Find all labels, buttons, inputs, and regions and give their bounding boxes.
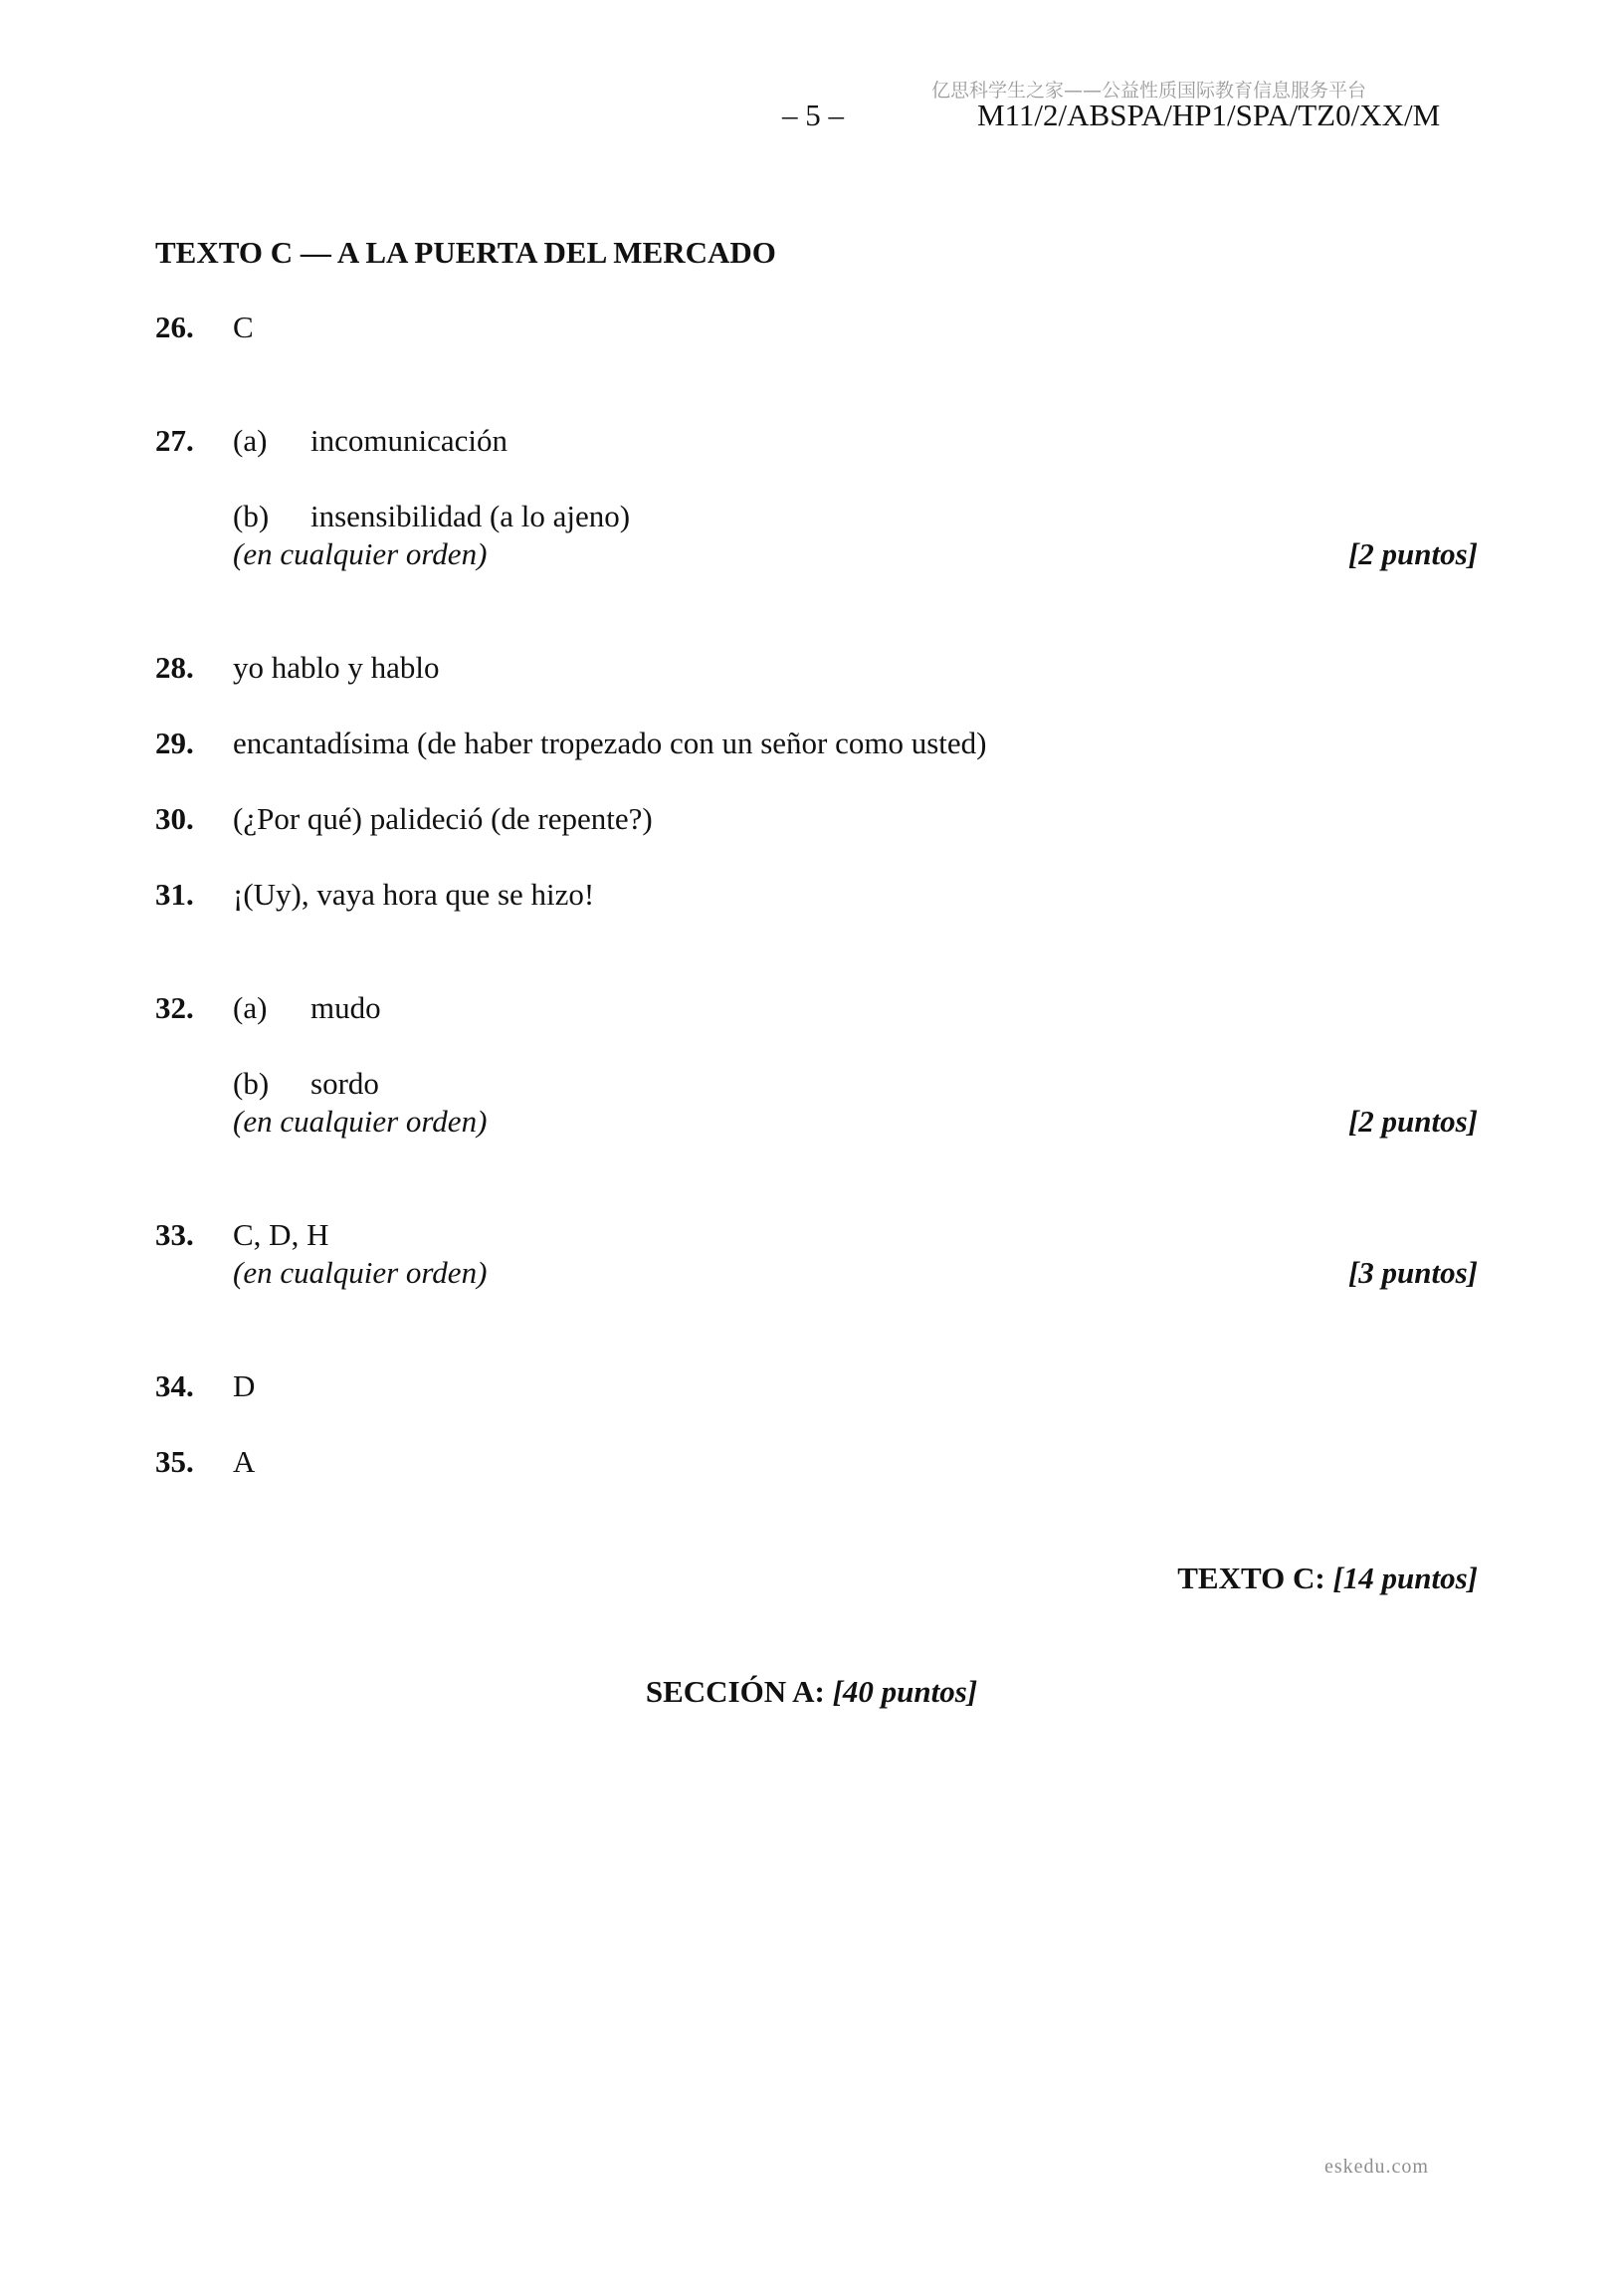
answer-28: yo hablo y hablo — [233, 650, 440, 685]
answer-29: encantadísima (de haber tropezado con un señor como usted) — [233, 726, 987, 760]
answer-32-a-label: (a) — [233, 990, 268, 1025]
answer-33-note: (en cualquier orden) — [233, 1255, 488, 1290]
text-total — [1177, 1561, 1478, 1596]
answer-27-a: incomunicación — [310, 423, 507, 458]
question-number-35: 35. — [155, 1444, 194, 1479]
page-number: – 5 – — [782, 98, 844, 132]
answer-27-points: [2 puntos] — [1347, 536, 1478, 571]
answer-32-note: (en cualquier orden) — [233, 1104, 488, 1139]
section-title: TEXTO C — A LA PUERTA DEL MERCADO — [155, 235, 776, 270]
answer-26: C — [233, 310, 254, 344]
section-total-points: [40 puntos] — [832, 1674, 978, 1709]
question-number-26: 26. — [155, 310, 194, 344]
question-number-32: 32. — [155, 990, 194, 1025]
text-total-label: TEXTO C: — [1177, 1561, 1325, 1595]
answer-27-b-label: (b) — [233, 499, 270, 533]
document-code: M11/2/ABSPA/HP1/SPA/TZ0/XX/M — [977, 98, 1441, 132]
answer-27-note: (en cualquier orden) — [233, 536, 488, 571]
question-number-29: 29. — [155, 726, 194, 760]
answer-32-b: sordo — [310, 1066, 379, 1101]
answer-34: D — [233, 1368, 256, 1403]
answer-27-b: insensibilidad (a lo ajeno) — [310, 499, 631, 533]
answer-32-points: [2 puntos] — [1347, 1104, 1478, 1139]
question-number-27: 27. — [155, 423, 194, 458]
footer-watermark: eskedu.com — [1324, 2156, 1429, 2178]
section-total — [0, 1674, 1623, 1710]
header-watermark: 亿思科学生之家——公益性质国际教育信息服务平台 — [931, 80, 1367, 102]
text-total-points: [14 puntos] — [1332, 1561, 1478, 1595]
answer-30: (¿Por qué) palideció (de repente?) — [233, 801, 653, 836]
question-number-28: 28. — [155, 650, 194, 685]
answer-35: A — [233, 1444, 256, 1479]
question-number-30: 30. — [155, 801, 194, 836]
question-number-34: 34. — [155, 1368, 194, 1403]
answer-32-a: mudo — [310, 990, 381, 1025]
question-number-31: 31. — [155, 877, 194, 912]
answer-32-b-label: (b) — [233, 1066, 270, 1101]
answer-31: ¡(Uy), vaya hora que se hizo! — [233, 877, 595, 912]
answer-27-a-label: (a) — [233, 423, 268, 458]
answer-33: C, D, H — [233, 1217, 329, 1252]
section-total-label: SECCIÓN A: — [645, 1674, 825, 1709]
answer-33-points: [3 puntos] — [1347, 1255, 1478, 1290]
question-number-33: 33. — [155, 1217, 194, 1252]
